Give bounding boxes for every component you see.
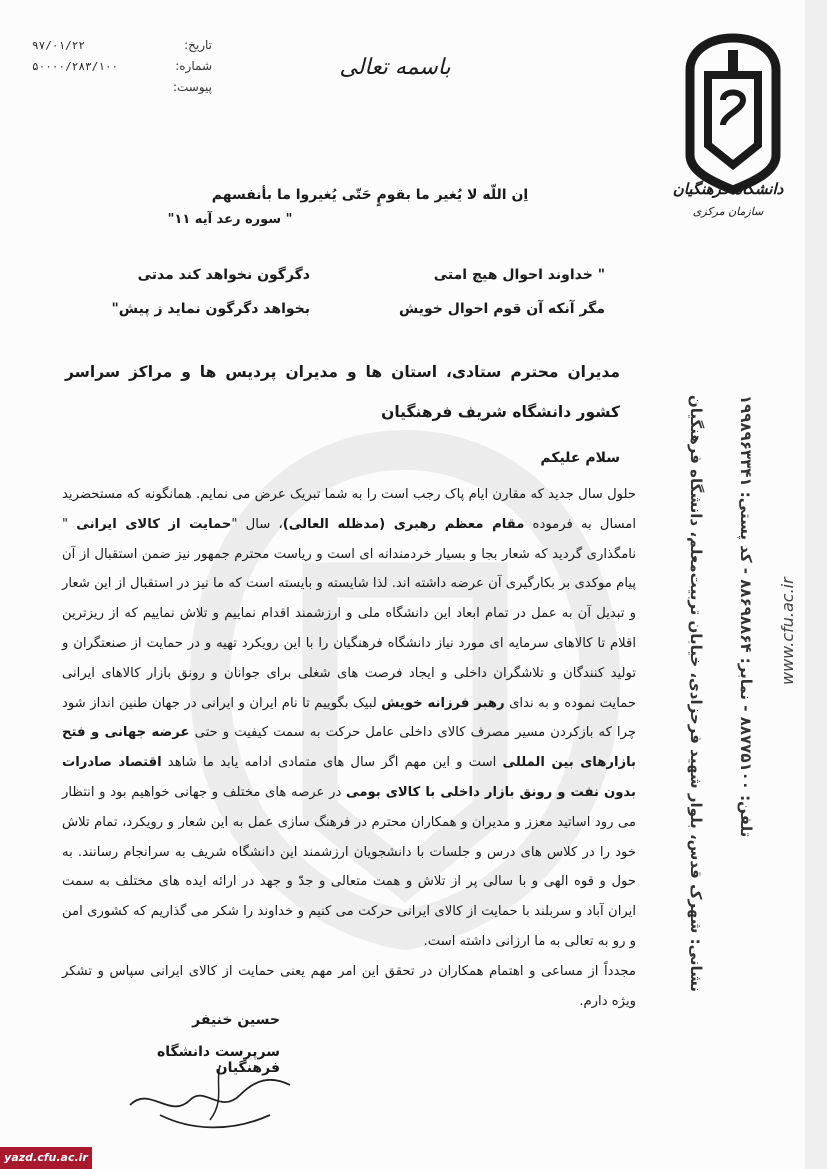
poem-left-column: [100, 258, 310, 326]
poem-line: بخواهد دگرگون نماید ز پیش": [111, 301, 310, 317]
date-value: ۹۷/۰۱/۲۲: [32, 39, 85, 52]
side-phone: تلفن: ۸۸۷۷۵۱۰۰ - نمابر: ۸۸۶۹۸۸۶۴ - کد پستی: ۱۹۹۸۹۶۳۳۴۱: [737, 395, 755, 838]
logo-name: دانشگاه فرهنگیان: [672, 180, 784, 198]
reference-block: [22, 36, 212, 116]
poem-line: " خداوند احوال هیچ امتی: [433, 267, 605, 283]
attachment-row: [22, 78, 212, 97]
letter-addressee: مدیران محترم ستادی، استان ها و مدیران پردیس ها و مراکز سراسر کشور دانشگاه شریف فرهنگیان: [65, 363, 620, 421]
letter-body: [62, 480, 636, 1016]
attachment-label: پیوست:: [172, 80, 212, 94]
number-value: ۵۰۰۰۰/۲۸۳/۱۰۰: [32, 60, 119, 73]
body-paragraph: حلول سال جدید که مقارن ایام پاک رجب است را به شما تبریک عرض می نمایم. همانگونه که مستحضرید امسال به فرموده مقام معظم رهبری (مدظله العالی)، سال "حمایت از کالای ایرانی " نامگذاری گردید که شعار بجا و بسیار خردمندانه ای است و ریاست محترم جمهور نیز ضمن استقبال از آن پیام موکدی بر بکارگیری آن عرضه داشته اند. لذا شایسته و بایسته است که ما نیز در استقبال از این شعار و تبدیل آن به عمل در تمام ابعاد این دانشگاه ملی و ارزشمند اقدام نماییم و تلاش نماییم که از ریزترین اقلام تا کالاهای سرمایه ای مورد نیاز دانشگاه فرهنگیان را با این رویکرد تهیه و در حمایت از صنعتگران و تولید کنندگان و تلاشگران داخلی و ایجاد فرصت های شغلی برای جوانان و رونق بازار کالاهای ایرانی حمایت نموده و به ندای رهبر فرزانه خویش لبیک بگوییم تا نام ایران و ایرانی در جهان طنین انداز شود چرا که بازکردن مسیر مصرف کالای داخلی عامل حرکت به سمت کیفیت و حتی عرضه جهانی و فتح بازارهای بین المللی است و این مهم اگر سال های متمادی ادامه یابد ما شاهد اقتصاد صادرات بدون نفت و رونق بازار داخلی با کالای بومی در عرصه های مختلف و جهانی خواهیم بود و انتظار می رود اساتید معزز و مدیران و همکاران محترم در فرهنگ سازی عمل به این شعار و رویکرد، تمام تلاش خود را در کلاس های درس و جلسات با دانشجویان ارزشمند این دانشگاه شریف به سرانجام رسانند. به حول و قوه الهی و با سالی پر از تلاش و همت متعالی و جدّ و جهد در ارائه ایده های مختلف به سمت ایران آباد و سربلند با حمایت از کالای ایرانی حرکت می کنیم و خداوند را شکر می گذاریم که کشوری امن و رو به تعالی به ما ارزانی داشته است.: [62, 487, 637, 949]
number-label: شماره:: [175, 59, 212, 73]
page-edge-shadow: [805, 0, 827, 1169]
poem-right-column: [380, 258, 605, 326]
poem-line: دگرگون نخواهد کند مدتی: [137, 267, 310, 283]
signatory-name: حسین خنیفر: [192, 1012, 280, 1028]
quran-verse: اِن اللّه لا یُغیر ما بقومٍ حَتّی یُغیروا ما بأنفسهم: [211, 187, 529, 203]
poem-line: مگر آنکه آن قوم احوال خویش: [398, 301, 605, 317]
handwritten-signature: [120, 1045, 300, 1135]
university-logo: [668, 30, 798, 230]
verse-source: " سوره رعد آیه ۱۱": [167, 212, 293, 227]
date-row: [22, 36, 212, 55]
side-website: www.cfu.ac.ir: [778, 577, 797, 685]
number-row: [22, 57, 212, 76]
signatory-title: سرپرست دانشگاه فرهنگیان: [156, 1044, 280, 1076]
source-tag: yazd.cfu.ac.ir: [0, 1147, 92, 1169]
letter-greeting: سلام علیکم: [540, 450, 620, 466]
basmala-heading: باسمه تعالی: [339, 55, 451, 80]
date-label: تاریخ:: [184, 38, 212, 52]
side-address: نشانی: شهرک قدس، بلوار شهید فرحزادی، خیابان تربیت‌معلم، دانشگاه فرهنگیان: [687, 395, 705, 992]
body-closing-paragraph: مجدداً از مساعی و اهتمام همکاران در تحقق این امر مهم یعنی حمایت از کالای ایرانی سپاس و تشکر ویژه دارم.: [62, 963, 636, 1009]
logo-subtitle: سازمان مرکزی: [692, 205, 764, 218]
